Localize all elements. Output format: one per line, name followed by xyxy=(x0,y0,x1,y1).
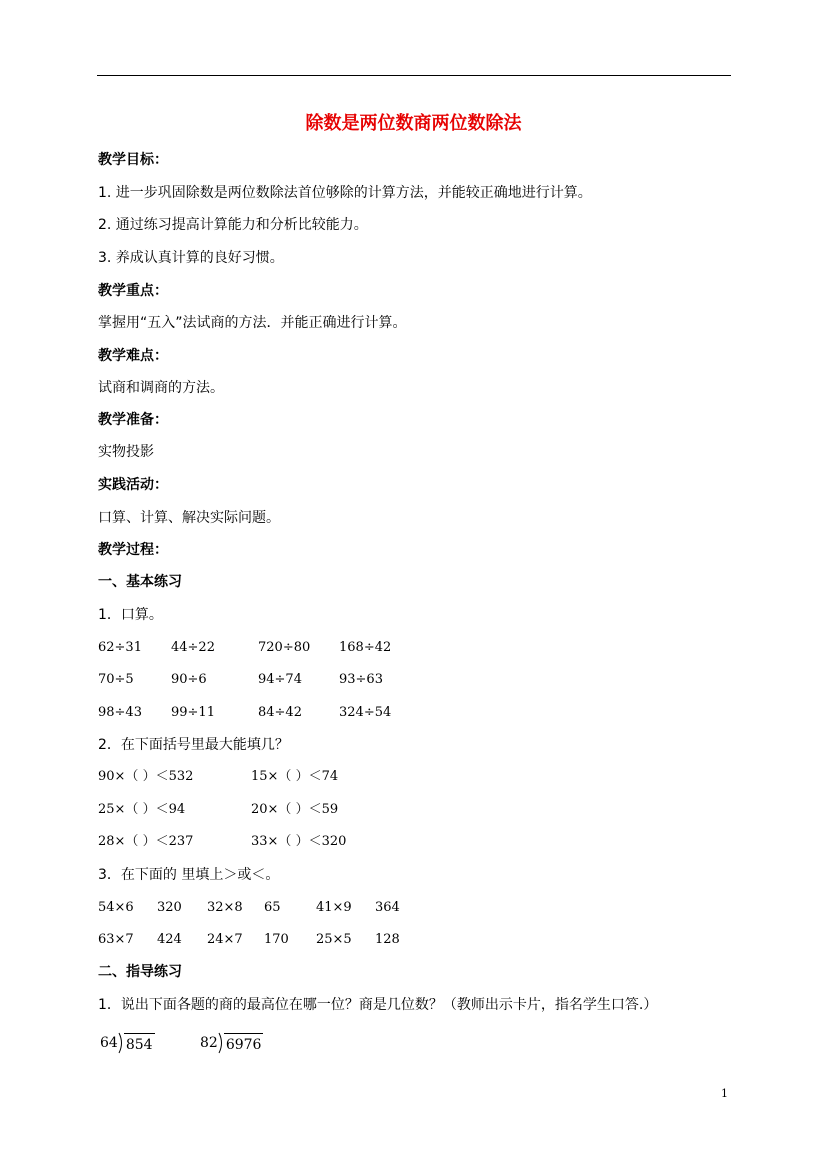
compare-number: 128 xyxy=(375,932,400,947)
compare-expression: 54×6 xyxy=(98,900,134,915)
text-line: 1．口算。 xyxy=(98,607,163,623)
text-line: 试商和调商的方法。 xyxy=(98,380,224,396)
compare-expression: 41×9 xyxy=(316,900,352,915)
fill-blank-problem: 33×（ ）＜320 xyxy=(251,834,347,849)
text-line: 2. 通过练习提高计算能力和分析比较能力。 xyxy=(98,217,368,233)
oral-problem: 98÷43 xyxy=(98,705,142,720)
compare-expression: 25×5 xyxy=(316,932,352,947)
fill-blank-problem: 20×（ ）＜59 xyxy=(251,802,339,817)
compare-expression: 24×7 xyxy=(207,932,243,947)
oral-problem: 93÷63 xyxy=(339,672,383,687)
question-3-title: 3．在下面的 里填上＞或＜。 xyxy=(98,867,280,883)
divisor: 64 xyxy=(100,1035,118,1051)
oral-problem: 324÷54 xyxy=(339,705,392,720)
fill-blank-problem: 25×（ ）＜94 xyxy=(98,802,186,817)
text-line: 掌握用“五入”法试商的方法．并能正确进行计算。 xyxy=(98,315,407,331)
oral-problem: 70÷5 xyxy=(98,672,134,687)
section-heading: 教学难点： xyxy=(98,348,168,364)
oral-problem: 44÷22 xyxy=(171,640,215,655)
page-title: 除数是两位数商两位数除法 xyxy=(305,113,522,134)
text-line: 3. 养成认真计算的良好习惯。 xyxy=(98,250,284,266)
section-heading: 教学重点： xyxy=(98,283,168,299)
compare-number: 65 xyxy=(264,900,281,915)
long-division xyxy=(100,1032,155,1056)
section-heading: 教学过程： xyxy=(98,542,168,558)
division-bracket-icon xyxy=(218,1032,224,1052)
oral-problem: 99÷11 xyxy=(171,705,215,720)
oral-problem: 84÷42 xyxy=(258,705,302,720)
fill-blank-problem: 90×（ ）＜532 xyxy=(98,769,194,784)
section-heading: 实践活动： xyxy=(98,477,168,493)
long-division xyxy=(200,1032,263,1056)
fill-blank-problem: 28×（ ）＜237 xyxy=(98,834,194,849)
division-bracket-icon xyxy=(118,1032,124,1052)
oral-problem: 168÷42 xyxy=(339,640,392,655)
fill-blank-problem: 15×（ ）＜74 xyxy=(251,769,339,784)
dividend: 6976 xyxy=(224,1033,264,1056)
dividend: 854 xyxy=(124,1033,155,1056)
divisor: 82 xyxy=(200,1035,218,1051)
compare-number: 170 xyxy=(264,932,289,947)
section-heading: 教学目标： xyxy=(98,152,168,168)
text-line: 口算、计算、解决实际问题。 xyxy=(98,510,280,526)
oral-problem: 62÷31 xyxy=(98,640,142,655)
section-heading: 一、基本练习 xyxy=(98,574,182,590)
text-line: 1. 进一步巩固除数是两位数除法首位够除的计算方法，并能较正确地进行计算。 xyxy=(98,185,592,201)
page-number: 1 xyxy=(721,1087,728,1100)
section-heading: 教学准备： xyxy=(98,412,168,428)
oral-problem: 720÷80 xyxy=(258,640,311,655)
question-2-title: 2．在下面括号里最大能填几？ xyxy=(98,737,289,753)
compare-number: 320 xyxy=(157,900,182,915)
compare-number: 364 xyxy=(375,900,400,915)
oral-problem: 90÷6 xyxy=(171,672,207,687)
compare-expression: 63×7 xyxy=(98,932,134,947)
section-2-title: 二、指导练习 xyxy=(98,964,182,980)
compare-number: 424 xyxy=(157,932,182,947)
text-line: 实物投影 xyxy=(98,444,154,460)
question-4-title: 1．说出下面各题的商的最高位在哪一位？商是几位数？（教师出示卡片，指名学生口答.） xyxy=(98,997,658,1013)
compare-expression: 32×8 xyxy=(207,900,243,915)
oral-problem: 94÷74 xyxy=(258,672,302,687)
header-rule xyxy=(97,75,731,76)
